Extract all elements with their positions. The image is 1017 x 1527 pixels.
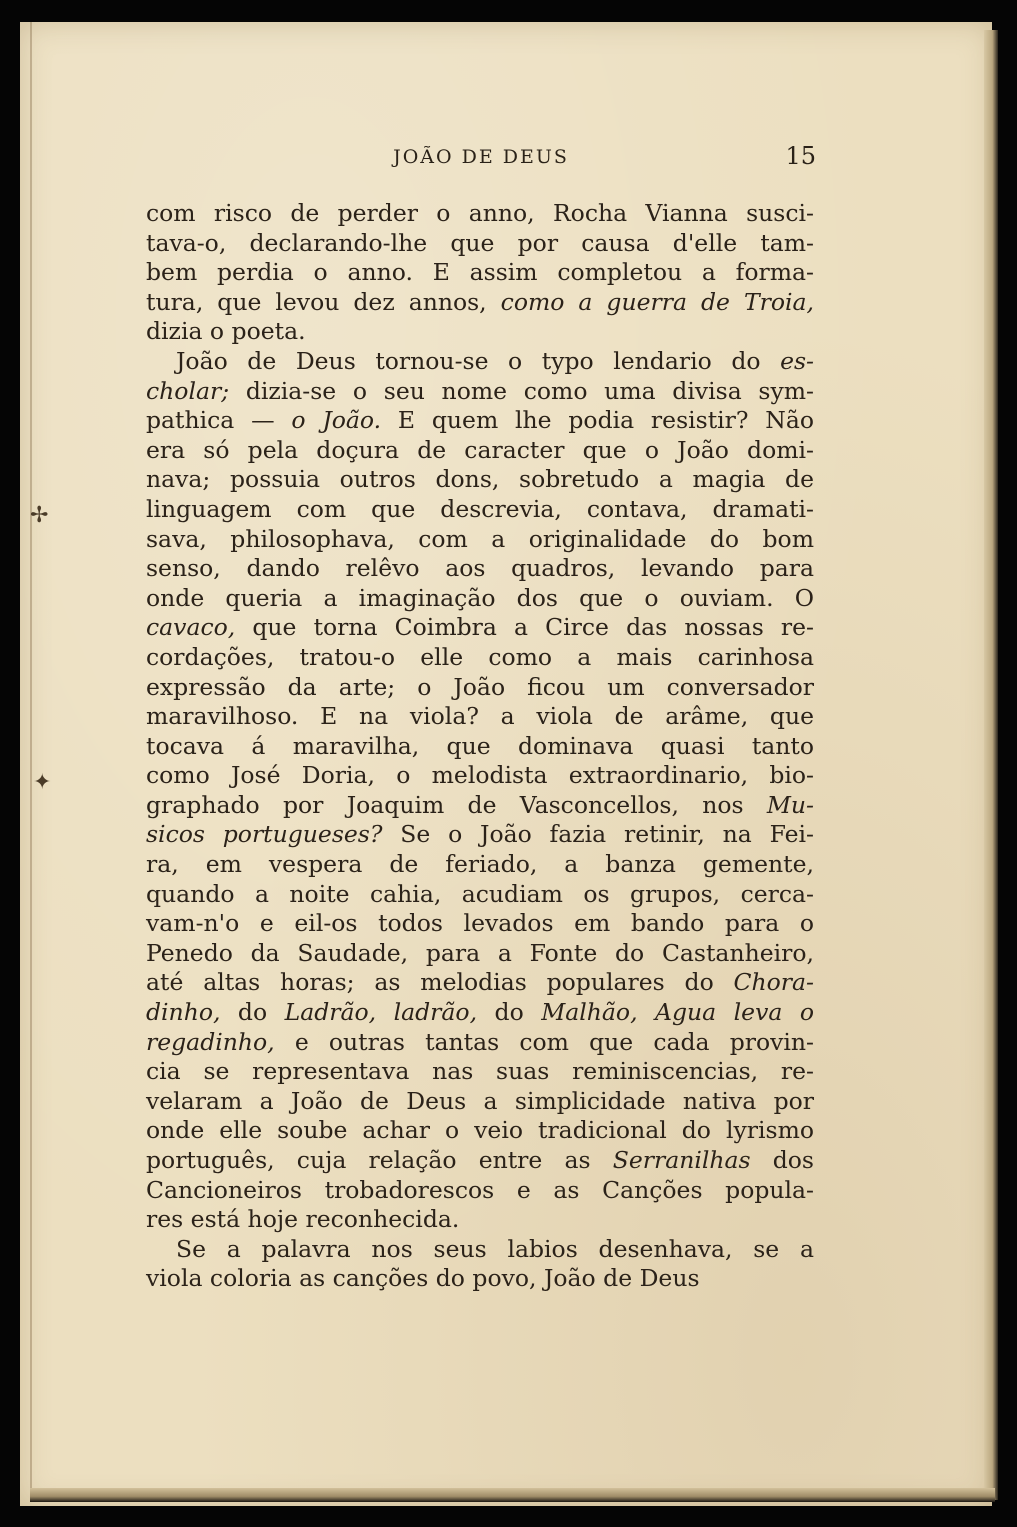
text-run: tocava á maravilha, que dominava quasi tanto — [146, 731, 814, 760]
text-run: dizia o poeta. — [146, 317, 306, 346]
text-run: E quem lhe podia resistir? Não — [381, 406, 815, 435]
text-run: pathica — — [146, 406, 292, 435]
text-line — [146, 909, 814, 939]
text-run: que torna Coimbra a Circe das nossas re- — [235, 613, 814, 642]
text-line — [146, 465, 814, 495]
running-head — [146, 142, 816, 176]
text-run: senso, dando relêvo aos quadros, levando para — [146, 554, 814, 583]
italic-run: es- — [780, 346, 814, 375]
text-run: sava, philosophava, com a originalidade do bom — [146, 524, 814, 553]
text-line — [146, 317, 814, 347]
italic-run: cavaco, — [146, 613, 236, 642]
page-bottom-edge — [30, 1488, 995, 1502]
running-title: JOÃO DE DEUS — [393, 146, 569, 168]
italic-run: o João. — [291, 406, 382, 435]
text-run: onde elle soube achar o veio tradicional do lyrismo — [146, 1116, 814, 1145]
text-run: português, cuja relação entre as — [146, 1146, 613, 1174]
text-run: velaram a João de Deus a simplicidade nativa por — [146, 1086, 814, 1115]
text-line — [146, 820, 814, 850]
text-run: João de Deus tornou-se o typo lendario do — [176, 346, 781, 375]
text-line — [146, 525, 814, 555]
text-run: ra, em vespera de feriado, a banza gemente, — [146, 850, 814, 879]
text-run: do — [477, 998, 542, 1027]
text-run: graphado por Joaquim de Vasconcellos, nos — [146, 790, 767, 819]
text-line — [146, 229, 814, 259]
text-line — [146, 584, 814, 614]
text-run: Se o João fazia retinir, na Fei- — [382, 820, 814, 849]
text-run: bem perdia o anno. E assim completou a forma- — [146, 258, 814, 287]
page-spine-shadow — [30, 22, 32, 1492]
text-run: res está hoje reconhecida. — [146, 1205, 460, 1234]
text-run: viola coloria as canções do povo, João de Deus — [146, 1264, 700, 1293]
text-line — [146, 1205, 814, 1235]
text-run: do — [220, 998, 285, 1027]
text-run: cordações, tratou-o elle como a mais carinhosa — [146, 642, 814, 671]
text-line — [146, 613, 814, 643]
italic-run: Serranilhas — [612, 1146, 751, 1174]
italic-run: regadinho, — [146, 1027, 275, 1056]
text-run: nava; possuia outros dons, sobretudo a magia de — [146, 465, 814, 494]
italic-run: sicos portugueses? — [146, 820, 383, 849]
text-line — [146, 702, 814, 732]
text-line — [146, 258, 814, 288]
text-line — [146, 495, 814, 525]
text-run: linguagem com que descrevia, contava, dramati- — [146, 494, 814, 523]
text-line — [146, 377, 814, 407]
italic-run: cholar; — [146, 376, 230, 405]
text-line — [146, 1146, 814, 1176]
text-line — [146, 347, 814, 377]
text-run: onde queria a imaginação dos que o ouviam. O — [146, 583, 814, 612]
text-run: Penedo da Saudade, para a Fonte do Castanheiro, — [146, 938, 814, 967]
text-run: dos — [750, 1146, 814, 1174]
text-run: com risco de perder o anno, Rocha Vianna susci- — [146, 199, 814, 227]
text-line — [146, 1116, 814, 1146]
text-line — [146, 643, 814, 673]
text-run: dizia-se o seu nome como uma divisa sym- — [229, 376, 814, 405]
text-run: era só pela doçura de caracter que o João domi- — [146, 435, 814, 464]
text-line — [146, 1087, 814, 1117]
text-line — [146, 761, 814, 791]
italic-run: Ladrão, ladrão, — [284, 998, 478, 1027]
text-run: como José Doria, o melodista extraordinario, bio- — [146, 761, 814, 790]
italic-run: como a guerra de Troia, — [500, 287, 814, 316]
text-line — [146, 554, 814, 584]
text-line — [146, 791, 814, 821]
text-run: quando a noite cahia, acudiam os grupos, cerca- — [146, 879, 814, 908]
italic-run: Mu- — [766, 790, 814, 819]
italic-run: Malhão, Agua leva o — [541, 998, 815, 1027]
text-run: expressão da arte; o João ficou um conversador — [146, 672, 814, 701]
text-run: tura, que levou dez annos, — [146, 287, 501, 316]
text-line — [146, 1176, 814, 1206]
text-line — [146, 1235, 814, 1265]
text-run: maravilhoso. E na viola? a viola de arâme, que — [146, 702, 814, 731]
text-line — [146, 850, 814, 880]
text-line — [146, 199, 814, 229]
text-line — [146, 1264, 814, 1294]
italic-run: dinho, — [146, 998, 221, 1027]
margin-mark-upper: ✢ — [30, 503, 49, 528]
body-text — [146, 199, 814, 1294]
text-run: Se a palavra nos seus labios desenhava, se a — [176, 1234, 814, 1263]
text-line — [146, 1028, 814, 1058]
text-line — [146, 406, 814, 436]
page-right-edge — [984, 30, 998, 1500]
text-line — [146, 436, 814, 466]
italic-run: Chora- — [733, 968, 814, 997]
text-run: cia se representava nas suas reminiscencias, re- — [146, 1057, 814, 1086]
text-run: vam-n'o e eil-os todos levados em bando para o — [146, 909, 814, 938]
text-run: e outras tantas com que cada provin- — [274, 1027, 814, 1056]
page-number: 15 — [785, 142, 816, 170]
text-run: até altas horas; as melodias populares do — [146, 968, 734, 997]
text-run: tava-o, declarando-lhe que por causa d'elle tam- — [146, 228, 814, 257]
text-line — [146, 1057, 814, 1087]
text-line — [146, 880, 814, 910]
text-line — [146, 288, 814, 318]
text-line — [146, 968, 814, 998]
text-run: Cancioneiros trobadorescos e as Canções popula- — [146, 1175, 814, 1204]
text-line — [146, 673, 814, 703]
text-line — [146, 998, 814, 1028]
text-line — [146, 732, 814, 762]
text-line — [146, 939, 814, 969]
margin-mark-lower: ✦ — [33, 770, 52, 795]
